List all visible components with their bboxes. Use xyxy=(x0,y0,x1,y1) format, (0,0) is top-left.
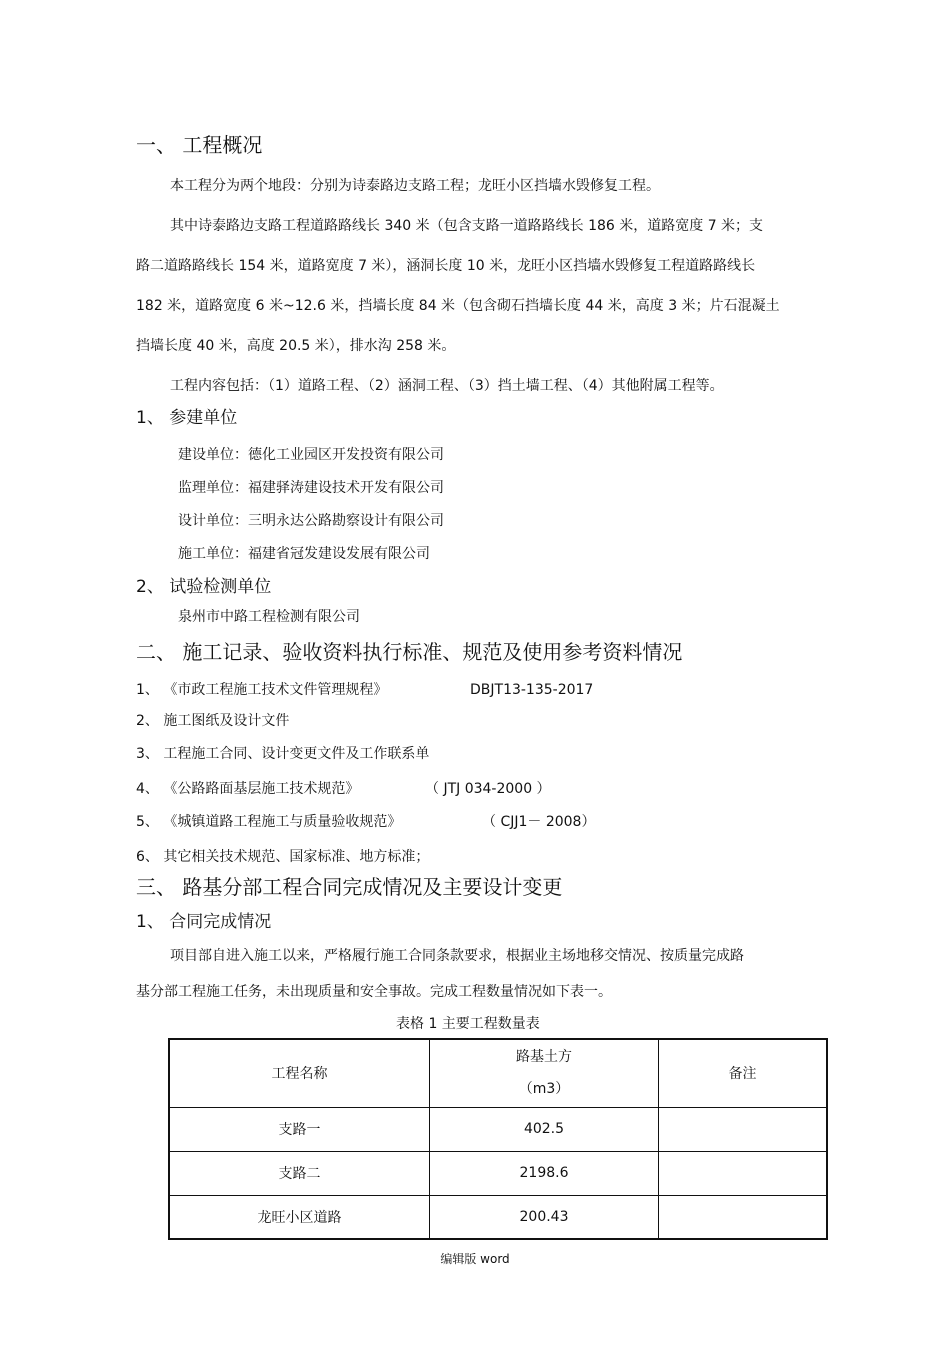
cell-note xyxy=(659,1107,828,1151)
header-note: 备注 xyxy=(659,1039,828,1107)
standard-item: 4、 《公路路面基层施工技术规范》 xyxy=(136,781,360,797)
cell-name: 支路二 xyxy=(169,1151,430,1195)
standard-item: 6、 其它相关技术规范、国家标准、地方标准； xyxy=(136,849,430,865)
table-header-row xyxy=(169,1039,827,1107)
contract-text-2: 基分部工程施工任务，未出现质量和安全事故。完成工程数量情况如下表一。 xyxy=(136,984,612,1000)
scope-line-1: 其中诗泰路边支路工程道路路线长 340 米（包含支路一道路路线长 186 米，道路宽度 7 米；支 xyxy=(170,218,764,234)
header-earthwork-label: 路基土方 xyxy=(516,1049,572,1066)
cell-value: 2198.6 xyxy=(430,1151,659,1195)
standard-item: 1、 《市政工程施工技术文件管理规程》 xyxy=(136,682,388,698)
scope-line-3: 182 米，道路宽度 6 米~12.6 米，挡墙长度 84 米（包含砌石挡墙长度 44 米，高度 3 米；片石混凝土 xyxy=(136,298,780,314)
unit-contractor: 施工单位：福建省冠发建设发展有限公司 xyxy=(178,546,430,562)
section-2-title: 二、 施工记录、验收资料执行标准、规范及使用参考资料情况 xyxy=(136,640,683,664)
unit-supervisor: 监理单位：福建驿涛建设技术开发有限公司 xyxy=(178,480,444,496)
standard-item: 2、 施工图纸及设计文件 xyxy=(136,713,290,729)
header-name: 工程名称 xyxy=(169,1039,430,1107)
table-row xyxy=(169,1107,827,1151)
table-row xyxy=(169,1151,827,1195)
cell-name: 支路一 xyxy=(169,1107,430,1151)
participants-title: 1、 参建单位 xyxy=(136,408,238,428)
standard-code: （ CJJ1－ 2008） xyxy=(482,814,596,830)
section-1-intro: 本工程分为两个地段：分别为诗泰路边支路工程；龙旺小区挡墙水毁修复工程。 xyxy=(170,178,660,194)
testing-title: 2、 试验检测单位 xyxy=(136,577,272,597)
contract-title: 1、 合同完成情况 xyxy=(136,912,272,932)
contract-text-1: 项目部自进入施工以来，严格履行施工合同条款要求，根据业主场地移交情况、按质量完成路 xyxy=(170,948,744,964)
cell-value: 402.5 xyxy=(430,1107,659,1151)
footer-watermark: 编辑版 word xyxy=(440,1252,510,1266)
cell-note xyxy=(659,1195,828,1239)
cell-value: 200.43 xyxy=(430,1195,659,1239)
header-earthwork xyxy=(430,1039,659,1107)
header-earthwork-unit: （m3） xyxy=(518,1081,570,1098)
standard-code: （ JTJ 034-2000 ） xyxy=(425,781,551,797)
standard-item: 3、 工程施工合同、设计变更文件及工作联系单 xyxy=(136,746,430,762)
scope-line-4: 挡墙长度 40 米，高度 20.5 米），排水沟 258 米。 xyxy=(136,338,456,354)
standard-code: DBJT13-135-2017 xyxy=(470,682,594,698)
unit-owner: 建设单位：德化工业园区开发投资有限公司 xyxy=(178,447,444,463)
testing-unit: 泉州市中路工程检测有限公司 xyxy=(178,609,360,625)
cell-name: 龙旺小区道路 xyxy=(169,1195,430,1239)
scope-line-2: 路二道路路线长 154 米，道路宽度 7 米），涵洞长度 10 米，龙旺小区挡墙水毁修复工程道路路线长 xyxy=(136,258,756,274)
table-caption: 表格 1 主要工程数量表 xyxy=(396,1016,540,1032)
unit-designer: 设计单位：三明永达公路勘察设计有限公司 xyxy=(178,513,444,529)
cell-note xyxy=(659,1151,828,1195)
section-1-title: 一、 工程概况 xyxy=(136,133,263,157)
standard-item: 5、 《城镇道路工程施工与质量验收规范》 xyxy=(136,814,402,830)
table-row xyxy=(169,1195,827,1239)
section-3-title: 三、 路基分部工程合同完成情况及主要设计变更 xyxy=(136,875,563,899)
work-content: 工程内容包括：（1）道路工程、（2）涵洞工程、（3）挡土墙工程、（4）其他附属工程等。 xyxy=(170,378,724,394)
quantity-table xyxy=(168,1038,828,1240)
